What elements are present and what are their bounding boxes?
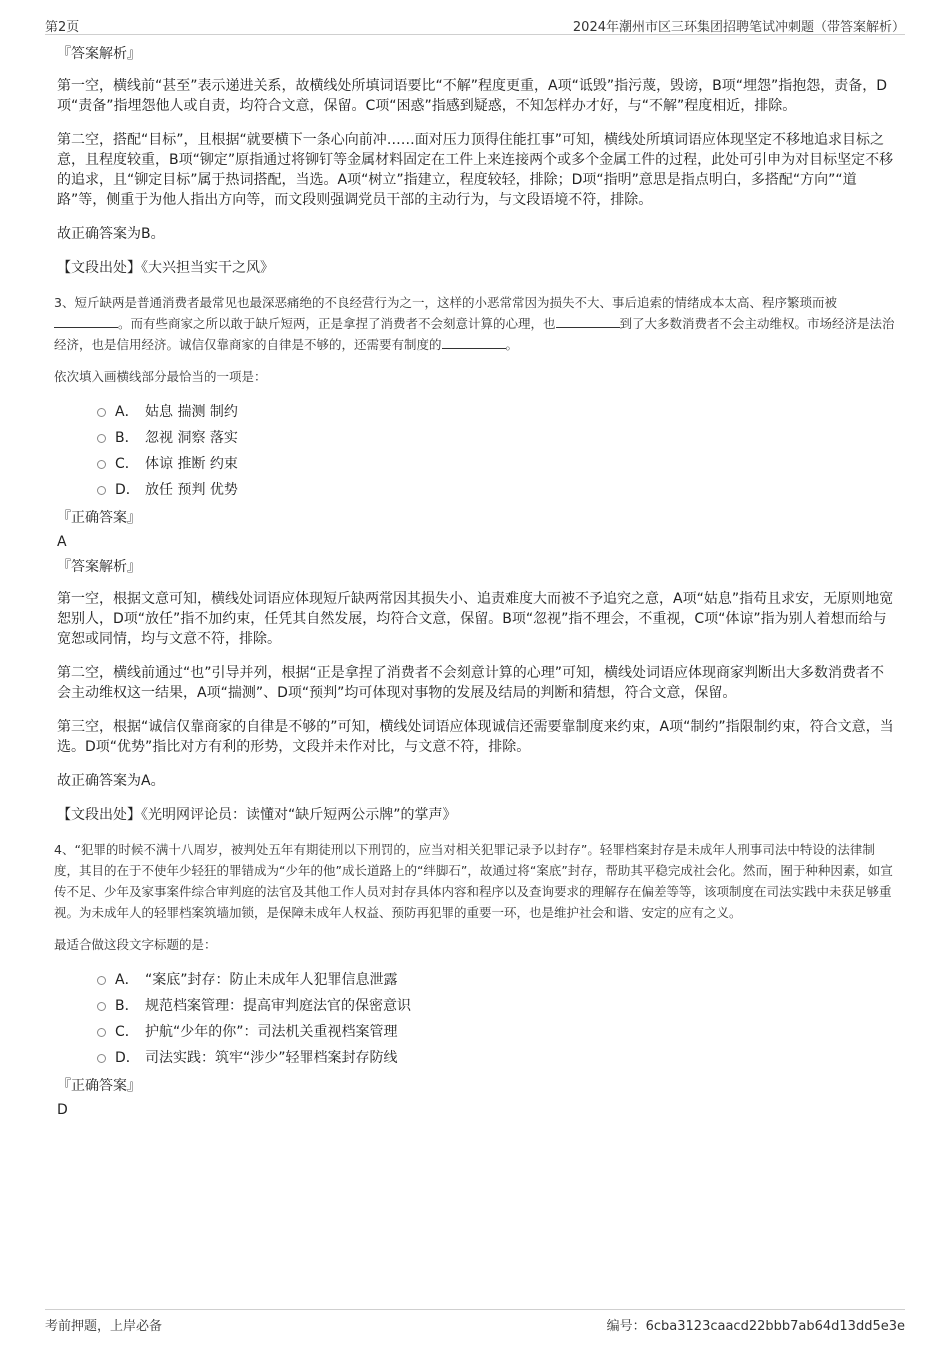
q3-option-c[interactable]: C． 体谅 推断 约束	[97, 451, 895, 477]
q3-source: 【文段出处】《光明网评论员：读懂对“缺斤短两公示牌”的掌声》	[57, 807, 457, 823]
radio-icon[interactable]	[97, 1054, 106, 1063]
q2-analysis-label: 『答案解析』	[57, 46, 141, 62]
q4-answer-label: 『正确答案』	[57, 1078, 141, 1094]
q3-answer: A	[57, 534, 67, 550]
q3-ask: 依次填入画横线部分最恰当的一项是：	[54, 369, 267, 384]
q4-option-d[interactable]: D． 司法实践：筑牢“涉少”轻罪档案封存防线	[97, 1045, 895, 1071]
q4-stem: 4、“犯罪的时候不满十八周岁，被判处五年有期徒刑以下刑罚的，应当对相关犯罪记录予以封存”。轻罪档案封存是未成年人刑事司法中特设的法律制度，其目的在于不使年少轻狂的罪错成为“少年的他”成长道路上的“绊脚石”，故通过将“案底”封存，帮助其平稳完成社会化。然而，囿于种种因素，如宣传不足、少年及家事案件综合审判庭的法官及其他工作人员对封存具体内容和程序以及查询要求的理解存在偏差等等，该项制度在司法实践中未获足够重视。为未成年人的轻罪档案筑墙加锁，是保障未成年人权益、预防再犯罪的重要一环，也是维护社会和谐、安定的应有之义。	[54, 842, 893, 920]
q3-option-b[interactable]: B． 忽视 洞察 落实	[97, 425, 895, 451]
page-header	[45, 14, 905, 35]
q3-analysis-label: 『答案解析』	[57, 559, 141, 575]
main-content	[54, 44, 895, 1125]
radio-icon[interactable]	[97, 1028, 106, 1037]
blank-1	[54, 313, 118, 328]
page-footer	[45, 1309, 905, 1334]
radio-icon[interactable]	[97, 976, 106, 985]
q3-conclusion: 故正确答案为A。	[57, 773, 165, 789]
blank-2	[556, 313, 620, 328]
q3-analysis-para-3: 第三空，根据“诚信仅靠商家的自律是不够的”可知，横线处词语应体现诚信还需要靠制度来约束，A项“制约”指限制约束，符合文意，当选。D项“优势”指比对方有利的形势，文段并未作对比，与文意不符，排除。	[57, 719, 894, 755]
radio-icon[interactable]	[97, 408, 106, 417]
q2-analysis-para-1: 第一空，横线前“甚至”表示递进关系，故横线处所填词语要比“不解”程度更重，A项“诋毁”指污蔑，毁谤，B项“埋怨”指抱怨，责备，D项“责备”指埋怨他人或自责，均符合文意，保留。C项“困惑”指感到疑惑，不知怎样办才好，与“不解”程度相近，排除。	[57, 78, 887, 114]
q3-option-a[interactable]: A． 姑息 揣测 制约	[97, 399, 895, 425]
q3-answer-label: 『正确答案』	[57, 510, 141, 526]
radio-icon[interactable]	[97, 486, 106, 495]
q4-answer: D	[57, 1102, 68, 1118]
q4-option-a[interactable]: A． “案底”封存：防止未成年人犯罪信息泄露	[97, 967, 895, 993]
q3-analysis-para-1: 第一空，根据文意可知，横线处词语应体现短斤缺两常因其损失小、追责难度大而被不予追究之意，A项“姑息”指苟且求安，无原则地宽恕别人，D项“放任”指不加约束，任凭其自然发展，均符合文意，保留。B项“忽视”指不理会，不重视，C项“体谅”指为别人着想而给与宽恕或同情，均与文意不符，排除。	[57, 591, 894, 647]
document-title: 2024年潮州市区三环集团招聘笔试冲刺题（带答案解析）	[572, 20, 905, 35]
blank-3	[442, 334, 506, 349]
q3-stem: 3、短斤缺两是普通消费者最常见也最深恶痛绝的不良经营行为之一，这样的小恶常常因为损失不大、事后追索的情绪成本太高、程序繁琐而被。而有些商家之所以敢于缺斤短两，正是拿捏了消费者不会刻意计算的心理，也 到了大多数消费者不会主动维权。市场经济是法治经济，也是信用经济。诚信仅靠商家的自律是不够的，还需要有制度的 。	[54, 295, 895, 352]
q4-options	[97, 967, 895, 1071]
q4-option-b[interactable]: B． 规范档案管理：提高审判庭法官的保密意识	[97, 993, 895, 1019]
q3-option-d[interactable]: D． 放任 预判 优势	[97, 477, 895, 503]
radio-icon[interactable]	[97, 434, 106, 443]
q2-source: 【文段出处】《大兴担当实干之风》	[57, 260, 274, 276]
q2-analysis-para-2: 第二空，搭配“目标”，且根据“就要横下一条心向前冲……面对压力顶得住能扛事”可知，横线处所填词语应体现坚定不移地追求目标之意，且程度较重，B项“铆定”原指通过将铆钉等金属材料固定在工件上来连接两个或多个金属工件的过程，此处可引申为对目标坚定不移的追求，且“铆定目标”属于热词搭配，当选。A项“树立”指建立，程度较轻，排除；D项“指明”意思是指点明白，多搭配“方向”“道路”等，侧重于为他人指出方向等，而文段则强调党员干部的主动行为，与文段语境不符，排除。	[57, 132, 894, 208]
q2-conclusion: 故正确答案为B。	[57, 226, 165, 242]
radio-icon[interactable]	[97, 1002, 106, 1011]
q3-analysis-para-2: 第二空，横线前通过“也”引导并列，根据“正是拿捏了消费者不会刻意计算的心理”可知，横线处词语应体现商家判断出大多数消费者不会主动维权这一结果，A项“揣测”、D项“预判”均可体现对事物的发展及结局的判断和猜想，符合文意，保留。	[57, 665, 885, 701]
document-id: 编号：6cba3123caacd22bbb7ab64d13dd5e3e	[606, 1319, 905, 1334]
page-number: 第2页	[45, 20, 80, 35]
radio-icon[interactable]	[97, 460, 106, 469]
q4-ask: 最适合做这段文字标题的是：	[54, 937, 217, 952]
q3-options	[97, 399, 895, 503]
q4-option-c[interactable]: C． 护航“少年的你”：司法机关重视档案管理	[97, 1019, 895, 1045]
footer-slogan: 考前押题，上岸必备	[45, 1319, 163, 1334]
